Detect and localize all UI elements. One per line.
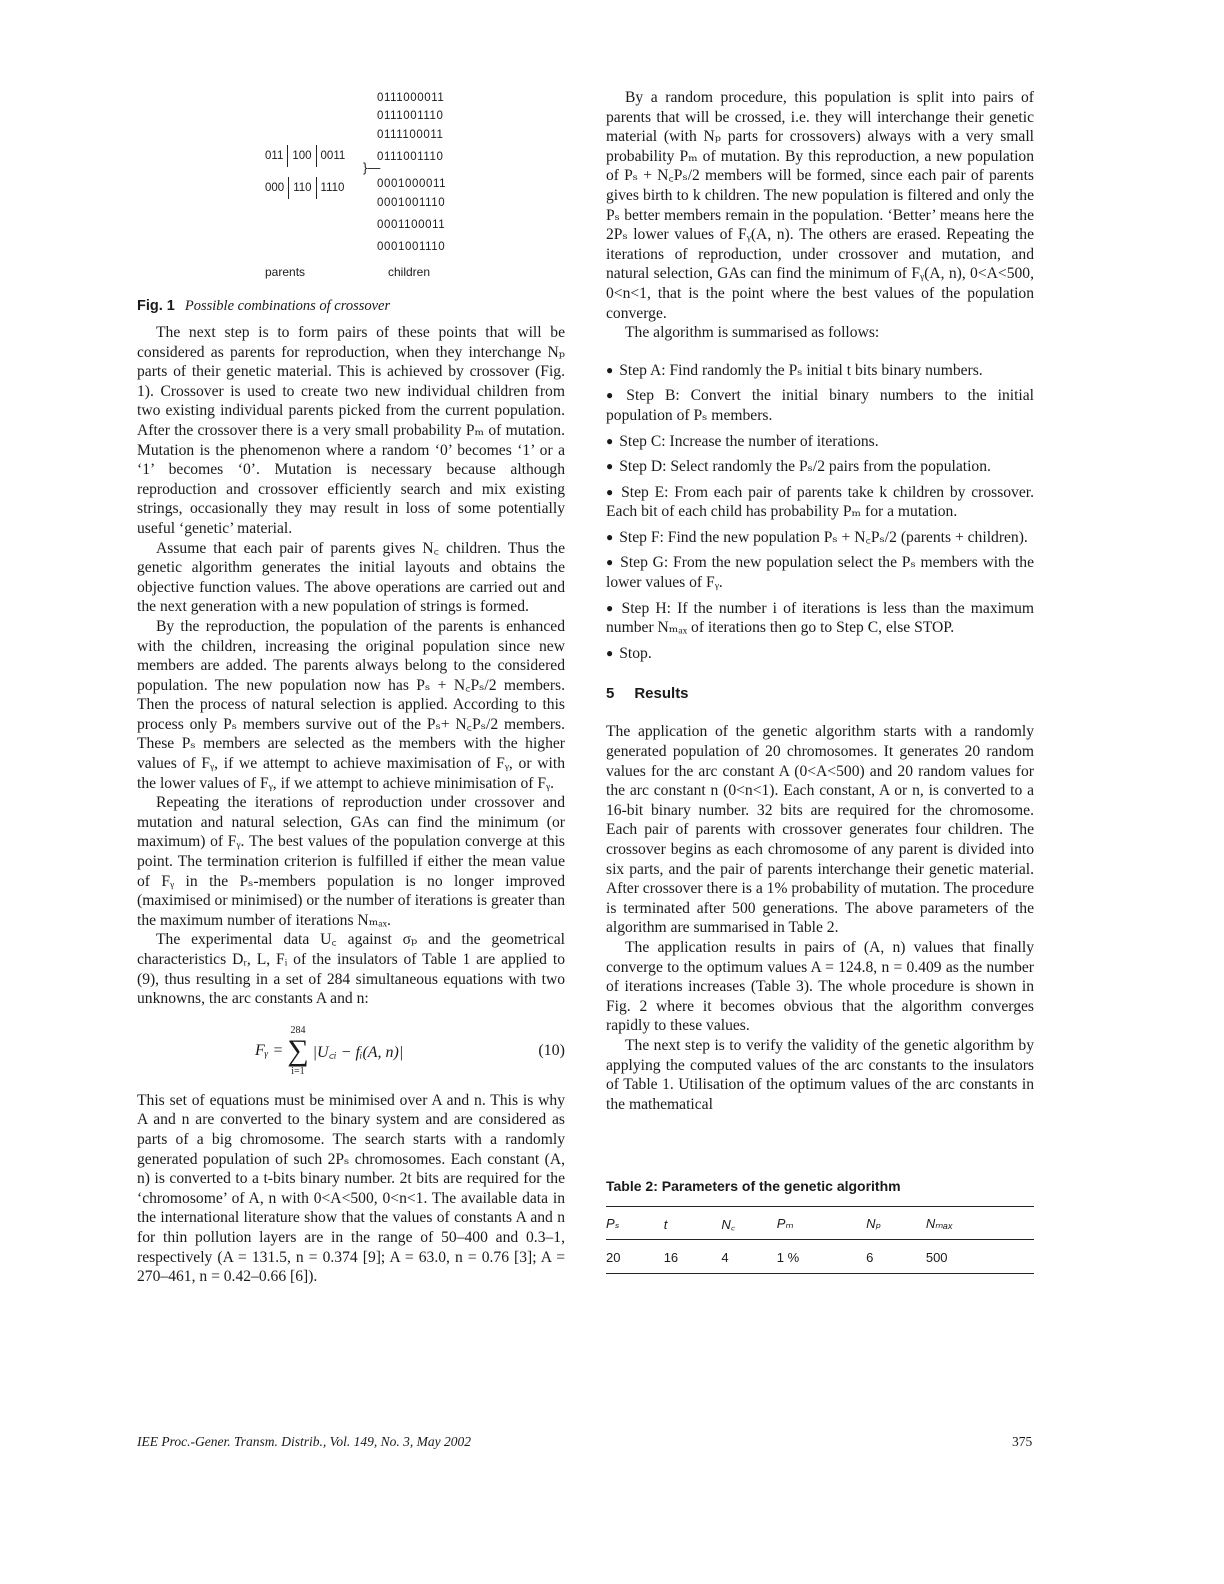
list-item: ● Step D: Select randomly the Pₛ/2 pairs from the population. bbox=[606, 458, 991, 476]
children-label: children bbox=[388, 265, 431, 279]
table-row bbox=[606, 1240, 1034, 1274]
algorithm-steps bbox=[606, 361, 1034, 664]
table-cell: 4 bbox=[721, 1240, 776, 1274]
section-title: Results bbox=[634, 685, 689, 703]
table-cell: 1 % bbox=[777, 1240, 866, 1274]
parent-2-seg: 110 bbox=[293, 182, 312, 194]
parameters-table bbox=[606, 1206, 1034, 1274]
list-item: ● Step H: If the number i of iterations is less than the maximum number Nₘₐₓ of iterations then go to Step C, else STOP. bbox=[606, 599, 1035, 637]
equation-10 bbox=[137, 1017, 565, 1085]
bullet-icon: ● bbox=[606, 459, 614, 474]
child-bits: 0111001110 bbox=[377, 110, 444, 122]
equation-number: (10) bbox=[538, 1041, 565, 1059]
column-header: Nₘₐₓ bbox=[926, 1207, 1034, 1240]
child-bits: 0111100011 bbox=[377, 129, 444, 141]
list-item: ● Step C: Increase the number of iterations. bbox=[606, 432, 879, 450]
paragraph: This set of equations must be minimised over A and n. This is why A and n are converted to the binary system and are considered as parts of a big chromosome. The search starts with a randomly generated population of such 2Pₛ chromosomes. Each constant (A, n) is converted to a t-bits binary number. 2t bits are required for the ‘chromosome’ of A, n with 0<A<500, 0<n<1. The available data in the international literature show that the values of constants A and n for thin pollution layers are in the range of 50–400 and 0.3–1, respectively (A = 131.5, n = 0.374 [9]; A = 63.0, n = 0.76 [3]; A = 270–461, n = 0.42–0.66 [6]). bbox=[137, 1091, 565, 1286]
parent-1-seg: 0011 bbox=[320, 150, 346, 162]
column-header: N꜀ bbox=[721, 1207, 776, 1240]
upper-limit: 284 bbox=[290, 1024, 306, 1036]
column-header: Pₘ bbox=[777, 1207, 866, 1240]
figure-1 bbox=[137, 88, 565, 323]
table-cell: 500 bbox=[926, 1240, 1034, 1274]
paragraph: Assume that each pair of parents gives N꜀ children. Thus the genetic algorithm generates the initial layouts and obtains the objective function values. The above operations are carried out and the next generation with a new population of strings is formed. bbox=[137, 539, 565, 616]
paragraph: The experimental data U꜀ against σₚ and the geometrical characteristics Dᵣ, L, Fᵢ of the insulators of Table 1 are applied to (9), thus resulting in a set of 284 simultaneous equations with two unknowns, the arc constants A and n: bbox=[137, 931, 565, 1008]
parent-2-seg: 1110 bbox=[320, 182, 345, 194]
left-column bbox=[137, 88, 565, 1287]
bullet-icon: ● bbox=[606, 433, 614, 448]
parent-2 bbox=[261, 177, 348, 199]
list-item: ● Step G: From the new population select the Pₛ members with the lower values of Fᵧ. bbox=[606, 554, 1034, 592]
paragraph: The next step is to form pairs of these points that will be considered as parents for reproduction, when they interchange Nₚ parts of their genetic material. This is achieved by crossover (Fig. 1). Crossover is used to create two new individual children from two existing individual parents picked from the current population. After the crossover there is a very small probability Pₘ of mutation. Mutation is the phenomenon where a random ‘0’ becomes ‘1’ or a ‘1’ becomes ‘0’. Mutation is necessary because although reproduction and crossover efficiently search and mix existing strings, occasionally they may result in loss of some potentially useful ‘genetic’ material. bbox=[137, 324, 565, 537]
bullet-icon: ● bbox=[606, 529, 614, 544]
paragraph: The application of the genetic algorithm starts with a randomly generated population of 20 chromosomes. It generates 20 random values for the arc constant A (0<A<500) and 20 random values for the arc constant n (0<n<1). Each constant, A or n, is converted to a 16-bit binary number. 32 bits are required for the chromosome. Each pair of parents with crossover generates four children. The crossover begins as each chromosome of any parent is divided into six parts, and the pair of parents interchange their genetic material. After crossover there is a 1% probability of mutation. The procedure is terminated after 500 generations. The above parameters of the algorithm are summarised in Table 2. bbox=[606, 723, 1034, 937]
parent-1-seg: 011 bbox=[265, 150, 284, 162]
column-header: Pₛ bbox=[606, 1207, 664, 1240]
table-2-caption: Table 2: Parameters of the genetic algorithm bbox=[606, 1178, 901, 1195]
table-cell: 20 bbox=[606, 1240, 664, 1274]
parent-1-seg: 100 bbox=[292, 150, 312, 162]
sigma-symbol: ∑ bbox=[287, 1033, 309, 1067]
section-number: 5 bbox=[606, 685, 615, 703]
lower-limit: i=1 bbox=[291, 1065, 305, 1077]
section-heading bbox=[606, 685, 1034, 702]
child-bits: 0001000011 bbox=[377, 178, 447, 190]
figure-1-caption bbox=[137, 298, 390, 315]
paragraph: Repeating the iterations of reproduction under crossover and mutation and natural selection, GAs can find the minimum (or maximum) of Fᵧ. The best values of the population converge at this point. The termination criterion is fulfilled if either the mean value of Fᵧ in the Pₛ-members population is no longer improved (maximised or minimised) or the number of iterations is greater than the maximum number of iterations Nₘₐₓ. bbox=[137, 794, 565, 929]
figure-label: Fig. 1 bbox=[137, 298, 175, 314]
figure-caption-text: Possible combinations of crossover bbox=[184, 298, 391, 314]
bullet-icon: ● bbox=[606, 484, 616, 499]
table-cell: 6 bbox=[866, 1240, 926, 1274]
child-bits: 0111000011 bbox=[377, 92, 445, 104]
child-bits: 0001001110 bbox=[377, 241, 446, 253]
parent-2-seg: 000 bbox=[265, 182, 285, 194]
bullet-icon: ● bbox=[606, 388, 621, 403]
paragraph: By a random procedure, this population is split into pairs of parents that will be crossed, i.e. they will interchange their genetic material (with Nₚ parts for crossovers) always with a very small probability Pₘ of mutation. By this reproduction, a new population of Pₛ + N꜀Pₛ/2 members will be formed, since each pair of parents gives birth to k children. The new population is filtered and only the Pₛ better members remain in the population. ‘Better’ means here the 2Pₛ lower values of Fᵧ(A, n). The others are erased. Repeating the iterations of reproduction, under crossover and mutation, and natural selection, GAs can find the minimum of Fᵧ(A, n), 0<A<500, 0<n<1, that is the point where the best values of the population converge. bbox=[606, 89, 1034, 322]
bullet-icon: ● bbox=[606, 645, 614, 660]
bullet-icon: ● bbox=[606, 555, 615, 570]
equation-lhs: Fᵧ = bbox=[255, 1041, 284, 1059]
table-header-row bbox=[606, 1207, 1034, 1240]
paragraph: The algorithm is summarised as follows: bbox=[625, 324, 880, 342]
page-number: 375 bbox=[1012, 1434, 1033, 1449]
paragraph: By the reproduction, the population of the parents is enhanced with the children, increasing the original population since new members are added. The parents always belong to the considered population. The new population now has Pₛ + N꜀Pₛ/2 members. Then the process of natural selection is applied. According to this process only Pₛ members survive out of the Pₛ+ N꜀Pₛ/2 members. These Pₛ members are selected as the members with the higher values of Fᵧ, if we attempt to achieve maximisation of Fᵧ, or with the lower values of Fᵧ, if we attempt to achieve minimisation of Fᵧ. bbox=[137, 617, 565, 792]
crossover-brace: }— bbox=[363, 160, 381, 175]
parents-label: parents bbox=[265, 265, 306, 279]
child-bits: 0001001110 bbox=[377, 197, 446, 209]
list-item: ● Step E: From each pair of parents take k children by crossover. Each bit of each child has probability Pₘ for a mutation. bbox=[606, 483, 1035, 521]
table-cell: 16 bbox=[664, 1240, 722, 1274]
journal-citation: IEE Proc.-Gener. Transm. Distrib., Vol. 149, No. 3, May 2002 bbox=[137, 1434, 471, 1449]
equation-body: |U꜀ᵢ − fᵢ(A, n)| bbox=[312, 1043, 404, 1061]
column-header: t bbox=[664, 1207, 722, 1240]
paragraph: The application results in pairs of (A, n) values that finally converge to the optimum values A = 124.8, n = 0.409 as the number of iterations increases (Table 3). The whole procedure is shown in Fig. 2 where it becomes obvious that the algorithm converges rapidly to these values. bbox=[606, 938, 1034, 1035]
paragraph: The next step is to verify the validity of the genetic algorithm by applying the computed values of the arc constants to the insulators of Table 1. Utilisation of the optimum values of the arc constants in the mathematical bbox=[606, 1036, 1034, 1113]
child-bits: 0111001110 bbox=[377, 151, 444, 163]
child-bits: 0001100011 bbox=[377, 219, 446, 231]
column-header: Nₚ bbox=[866, 1207, 926, 1240]
bullet-icon: ● bbox=[606, 362, 614, 377]
list-item: ● Step A: Find randomly the Pₛ initial t bits binary numbers. bbox=[606, 361, 983, 379]
summation bbox=[287, 1025, 308, 1077]
list-item: ● Step F: Find the new population Pₛ + N꜀Pₛ/2 (parents + children). bbox=[606, 528, 1028, 546]
list-item: ● Step B: Convert the initial binary numbers to the initial population of Pₛ members. bbox=[606, 387, 1035, 424]
right-column bbox=[606, 88, 1034, 1274]
bullet-icon: ● bbox=[606, 600, 616, 615]
parent-1 bbox=[261, 145, 349, 167]
list-item: ● Stop. bbox=[606, 644, 652, 662]
